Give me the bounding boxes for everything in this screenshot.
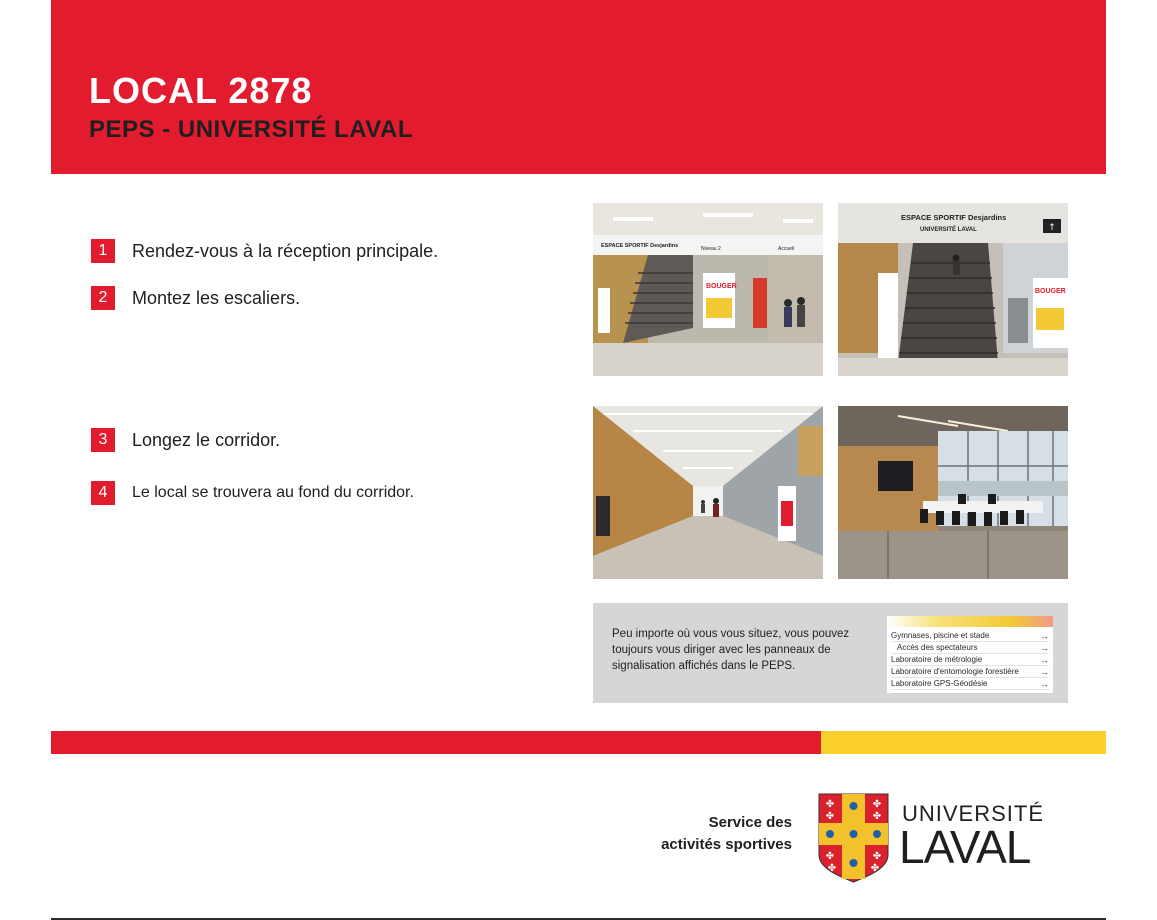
photo-reception-stairs-image: [593, 203, 823, 376]
step-number-badge: 2: [91, 286, 115, 310]
svg-text:Accueil: Accueil: [778, 246, 795, 252]
step-text: Le local se trouvera au fond du corridor.: [132, 484, 414, 501]
svg-text:✤: ✤: [825, 851, 835, 862]
svg-text:✤: ✤: [872, 851, 882, 862]
svg-text:↑: ↑: [1048, 223, 1056, 233]
footer-red-bar: [51, 731, 821, 754]
footer-yellow-bar: [821, 731, 1106, 754]
step-1: [91, 239, 438, 263]
svg-text:✤: ✤: [870, 863, 880, 874]
service-line-2: activités sportives: [661, 836, 792, 853]
svg-text:BOUGER: BOUGER: [706, 283, 737, 290]
signage-panel: [887, 616, 1053, 693]
arrow-right-icon: →: [1040, 678, 1049, 689]
signage-label: Gymnases, piscine et stade: [891, 631, 990, 640]
svg-text:ESPACE SPORTIF Desjardins: ESPACE SPORTIF Desjardins: [601, 243, 679, 249]
svg-text:✤: ✤: [825, 799, 835, 810]
photo-reception-stairs: [593, 203, 823, 376]
step-number-badge: 4: [91, 481, 115, 505]
svg-text:BOUGER: BOUGER: [1035, 288, 1066, 295]
step-4: [91, 481, 414, 505]
arrow-right-icon: →: [1040, 666, 1049, 677]
photo-corridor: [593, 406, 823, 579]
laval-shield-logo-icon: [818, 793, 889, 883]
photo-desjardins-stairs: [838, 203, 1068, 376]
step-number-badge: 3: [91, 428, 115, 452]
step-number-badge: 1: [91, 239, 115, 263]
arrow-right-icon: →: [1040, 654, 1049, 665]
svg-text:ESPACE SPORTIF Desjardins: ESPACE SPORTIF Desjardins: [901, 213, 1007, 222]
signage-row: [891, 666, 1049, 678]
page-subtitle: PEPS - UNIVERSITÉ LAVAL: [89, 116, 413, 143]
step-3: [91, 428, 280, 452]
svg-text:✤: ✤: [827, 863, 837, 874]
step-2: [91, 286, 300, 310]
svg-text:Niveau 2: Niveau 2: [701, 246, 721, 252]
photo-meeting-room: [838, 406, 1068, 579]
signage-label: Accès des spectateurs: [897, 643, 978, 652]
info-box: [593, 603, 1068, 703]
service-name: [590, 812, 792, 856]
svg-text:✤: ✤: [872, 799, 882, 810]
svg-text:✤: ✤: [872, 811, 882, 822]
page-title: LOCAL 2878: [89, 70, 313, 111]
photo-meeting-room-image: [838, 406, 1068, 579]
step-text: Rendez-vous à la réception principale.: [132, 240, 439, 261]
header-banner: [51, 0, 1106, 174]
signage-row: [891, 654, 1049, 666]
signage-color-band: [887, 616, 1053, 627]
university-name-top: UNIVERSITÉ: [902, 801, 1045, 826]
step-text: Montez les escaliers.: [132, 287, 301, 308]
photo-desjardins-stairs-image: [838, 203, 1068, 376]
university-name-bottom: LAVAL: [899, 821, 1031, 873]
svg-text:✤: ✤: [825, 811, 835, 822]
service-line-1: Service des: [708, 814, 792, 831]
arrow-right-icon: →: [1040, 630, 1049, 641]
signage-row: [891, 630, 1049, 642]
photo-corridor-image: [593, 406, 823, 579]
signage-row: [891, 678, 1049, 690]
arrow-right-icon: →: [1040, 642, 1049, 653]
signage-label: Laboratoire d'entomologie forestière: [891, 667, 1019, 676]
signage-row: [891, 642, 1049, 654]
step-text: Longez le corridor.: [132, 429, 281, 450]
signage-label: Laboratoire de métrologie: [891, 655, 983, 664]
signage-label: Laboratoire GPS-Géodésie: [891, 679, 988, 688]
info-text: Peu importe où vous vous situez, vous pouvez toujours vous diriger avec les panneaux de signalisation affichés dans le PEPS.: [612, 628, 850, 672]
svg-text:UNIVERSITÉ LAVAL: UNIVERSITÉ LAVAL: [920, 227, 977, 233]
